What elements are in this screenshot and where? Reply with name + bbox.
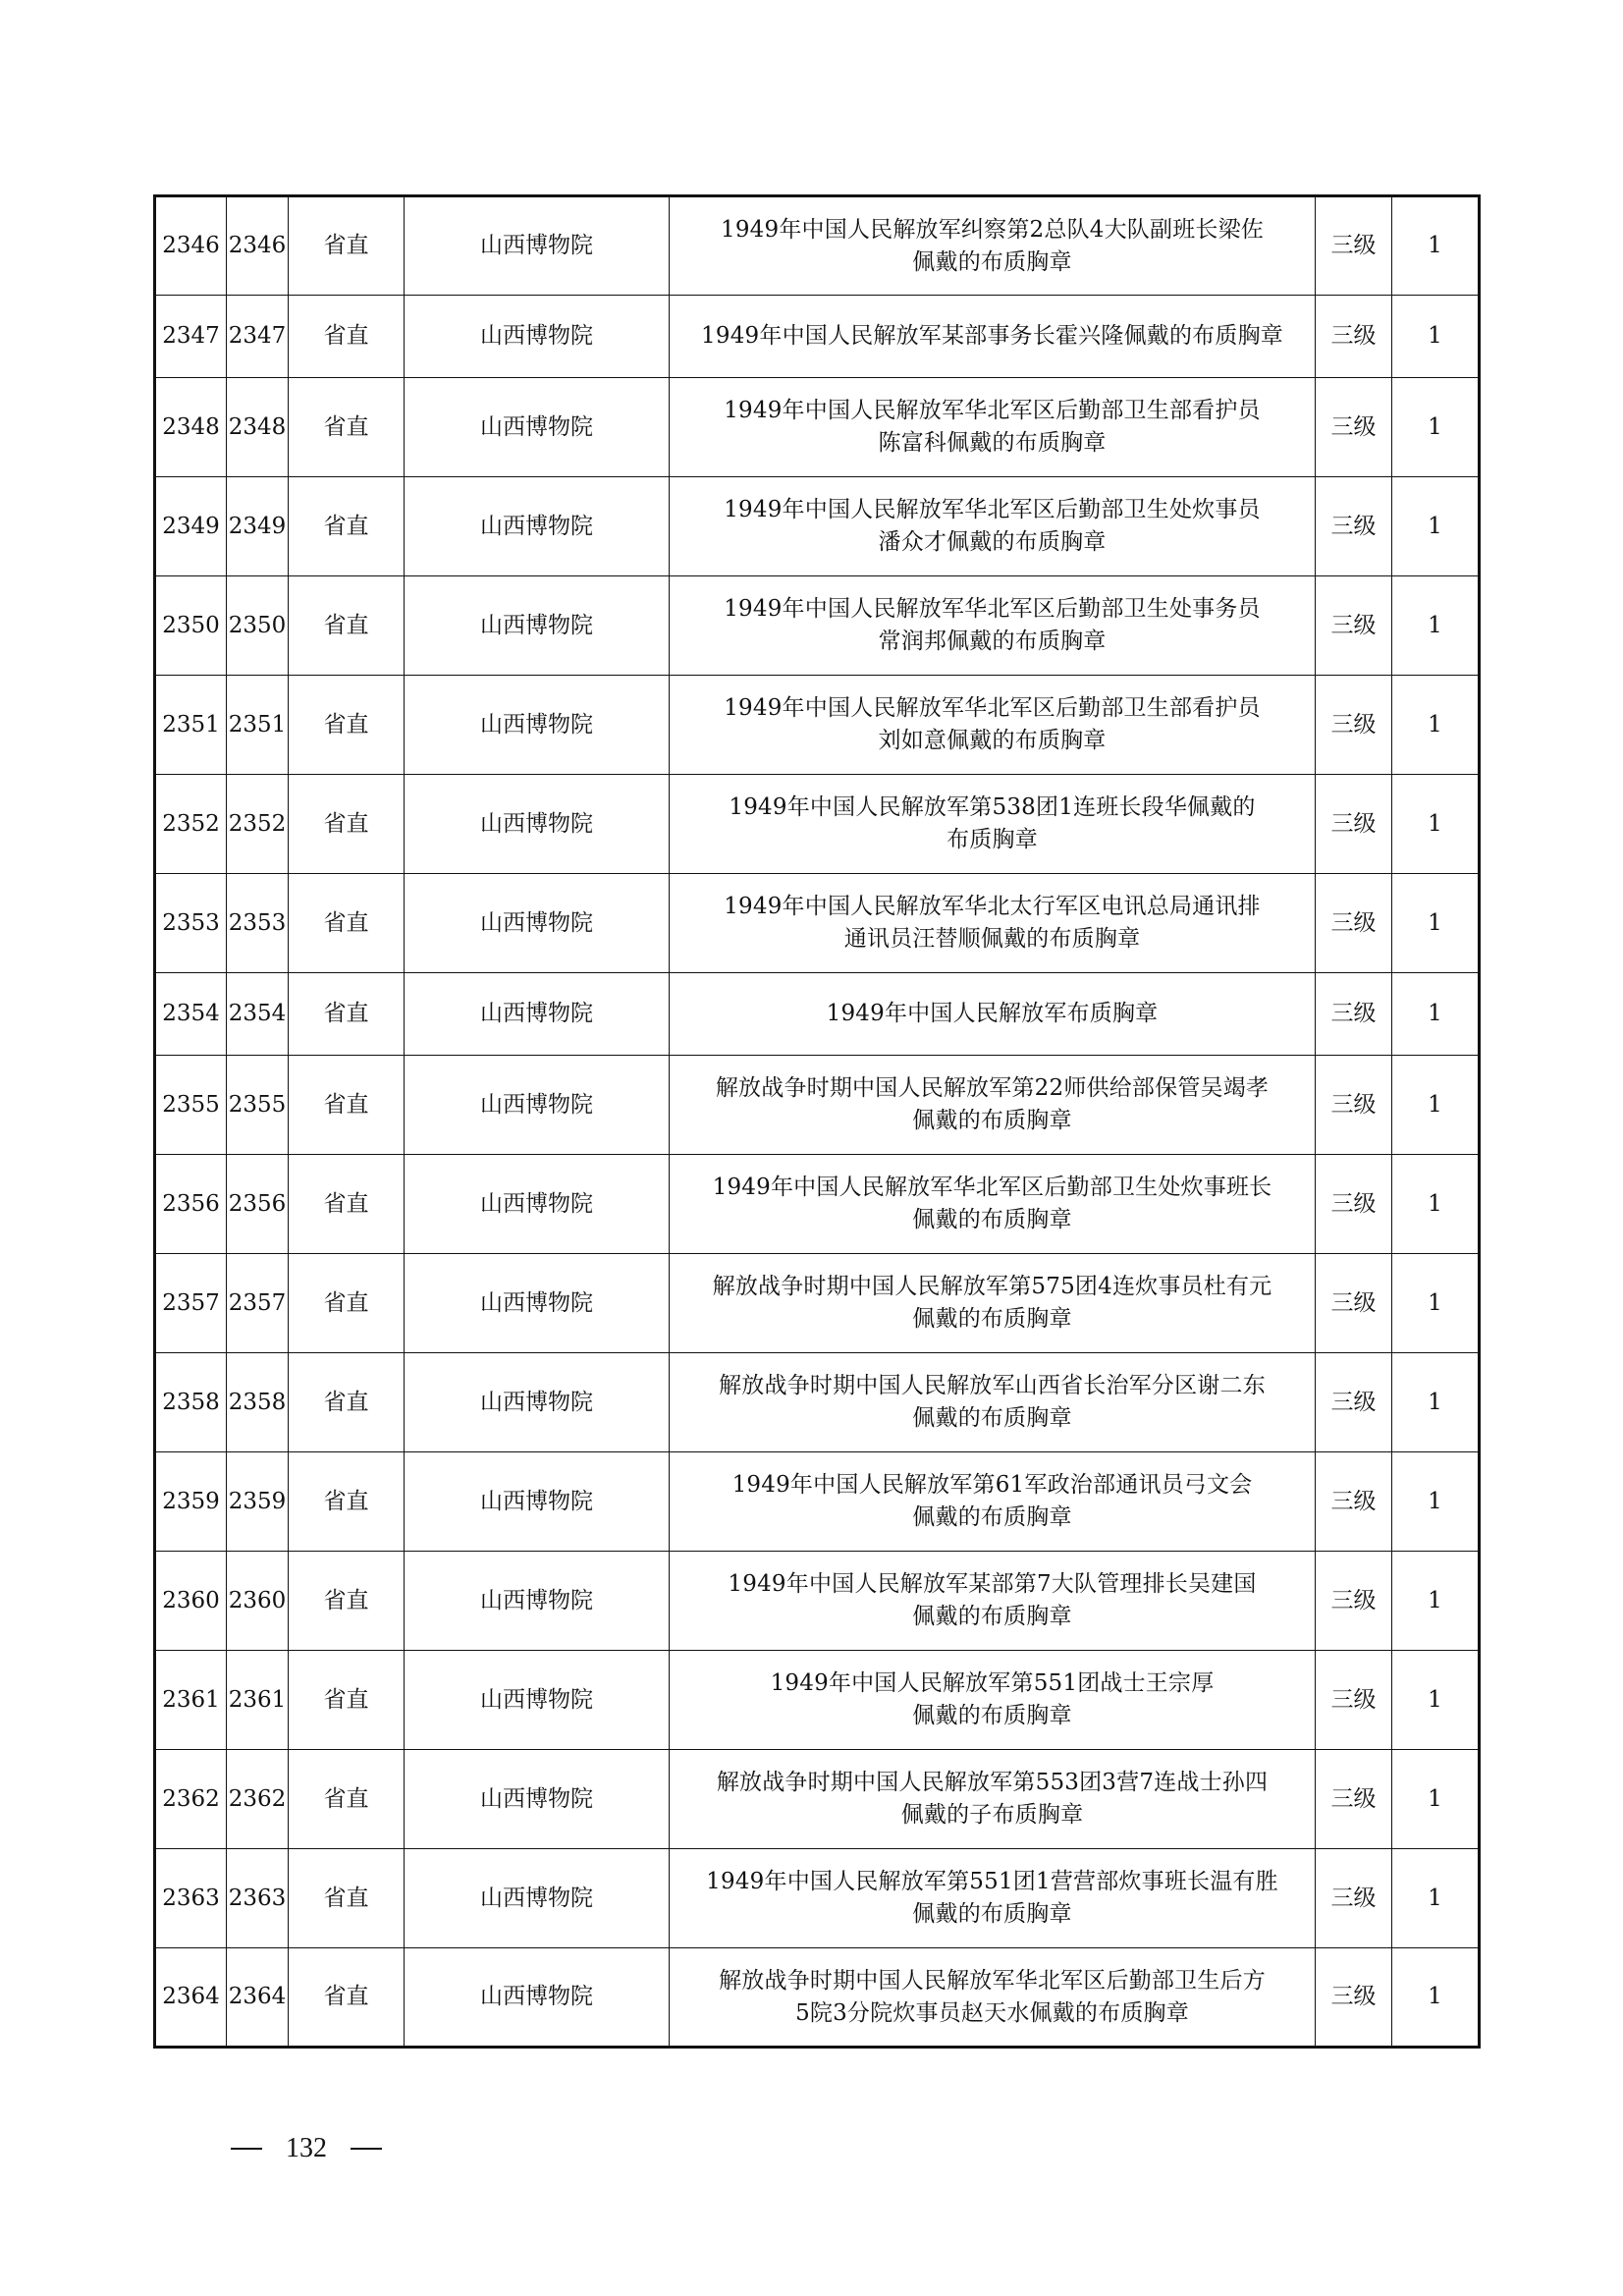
cell-region: 省直 — [289, 296, 405, 378]
cell-seq: 2362 — [155, 1750, 227, 1849]
description-line: 1949年中国人民解放军第551团1营营部炊事班长温有胜 — [706, 1869, 1278, 1894]
cell-level: 三级 — [1316, 296, 1392, 378]
cell-quantity: 1 — [1392, 1353, 1480, 1452]
table-row — [155, 1948, 1480, 2048]
cell-level: 三级 — [1316, 874, 1392, 973]
cell-region: 省直 — [289, 1353, 405, 1452]
cell-unit: 山西博物院 — [405, 1353, 670, 1452]
cell-level: 三级 — [1316, 1552, 1392, 1651]
cell-seq: 2364 — [155, 1948, 227, 2048]
cell-description — [670, 775, 1316, 874]
table-row — [155, 576, 1480, 676]
description-line: 佩戴的布质胸章 — [912, 248, 1072, 275]
cell-unit: 山西博物院 — [405, 1552, 670, 1651]
cell-number: 2346 — [227, 196, 289, 296]
cell-level: 三级 — [1316, 1750, 1392, 1849]
cell-level: 三级 — [1316, 1651, 1392, 1750]
cell-unit: 山西博物院 — [405, 196, 670, 296]
table-row — [155, 1452, 1480, 1552]
footer-dash-left — [231, 2148, 262, 2150]
cell-region: 省直 — [289, 1651, 405, 1750]
description-line: 陈富科佩戴的布质胸章 — [878, 430, 1107, 456]
cell-quantity: 1 — [1392, 676, 1480, 775]
cell-unit: 山西博物院 — [405, 1452, 670, 1552]
cell-number: 2359 — [227, 1452, 289, 1552]
cell-region: 省直 — [289, 1056, 405, 1155]
description-line: 佩戴的布质胸章 — [912, 1207, 1072, 1232]
table-row — [155, 676, 1480, 775]
description-line: 1949年中国人民解放军第551团战士王宗厚 — [770, 1670, 1215, 1696]
cell-number: 2350 — [227, 576, 289, 676]
cell-quantity: 1 — [1392, 1452, 1480, 1552]
cell-quantity: 1 — [1392, 296, 1480, 378]
cell-unit: 山西博物院 — [405, 775, 670, 874]
table-row — [155, 477, 1480, 576]
description-line: 佩戴的布质胸章 — [912, 1306, 1072, 1332]
cell-quantity: 1 — [1392, 1552, 1480, 1651]
description-line: 布质胸章 — [947, 827, 1038, 852]
cell-quantity: 1 — [1392, 1849, 1480, 1948]
cell-number: 2351 — [227, 676, 289, 775]
table-row — [155, 1651, 1480, 1750]
cell-description — [670, 477, 1316, 576]
cell-seq: 2361 — [155, 1651, 227, 1750]
cell-level: 三级 — [1316, 378, 1392, 477]
cell-seq: 2350 — [155, 576, 227, 676]
cell-description — [670, 1254, 1316, 1353]
cell-seq: 2349 — [155, 477, 227, 576]
table-row — [155, 874, 1480, 973]
cell-seq: 2348 — [155, 378, 227, 477]
cell-unit: 山西博物院 — [405, 973, 670, 1056]
table-row — [155, 1849, 1480, 1948]
cell-quantity: 1 — [1392, 1948, 1480, 2048]
cell-region: 省直 — [289, 1254, 405, 1353]
table-row — [155, 1155, 1480, 1254]
cell-region: 省直 — [289, 775, 405, 874]
cell-unit: 山西博物院 — [405, 296, 670, 378]
description-line: 通讯员汪替顺佩戴的布质胸章 — [843, 926, 1141, 952]
cell-number: 2363 — [227, 1849, 289, 1948]
cell-quantity: 1 — [1392, 775, 1480, 874]
cell-unit: 山西博物院 — [405, 477, 670, 576]
cell-number: 2348 — [227, 378, 289, 477]
description-line: 1949年中国人民解放军某部第7大队管理排长吴建国 — [728, 1571, 1257, 1597]
description-line: 佩戴的布质胸章 — [912, 1604, 1072, 1629]
description-line: 解放战争时期中国人民解放军第22师供给部保管吴竭孝 — [715, 1075, 1270, 1101]
cell-number: 2353 — [227, 874, 289, 973]
cell-description — [670, 196, 1316, 296]
description-line: 潘众才佩戴的布质胸章 — [878, 529, 1107, 555]
cell-description — [670, 1750, 1316, 1849]
cell-level: 三级 — [1316, 1353, 1392, 1452]
cell-seq: 2360 — [155, 1552, 227, 1651]
description-line: 1949年中国人民解放军某部事务长霍兴隆佩戴的布质胸章 — [701, 323, 1283, 349]
cell-unit: 山西博物院 — [405, 378, 670, 477]
cell-unit: 山西博物院 — [405, 1948, 670, 2048]
cell-seq: 2359 — [155, 1452, 227, 1552]
cell-quantity: 1 — [1392, 1651, 1480, 1750]
description-line: 解放战争时期中国人民解放军第553团3营7连战士孙四 — [716, 1770, 1269, 1795]
cell-number: 2358 — [227, 1353, 289, 1452]
cell-number: 2360 — [227, 1552, 289, 1651]
cell-seq: 2353 — [155, 874, 227, 973]
cell-number: 2354 — [227, 973, 289, 1056]
cell-seq: 2351 — [155, 676, 227, 775]
cell-region: 省直 — [289, 973, 405, 1056]
cell-level: 三级 — [1316, 1056, 1392, 1155]
table-row — [155, 196, 1480, 296]
description-line: 常润邦佩戴的布质胸章 — [878, 629, 1107, 654]
cell-region: 省直 — [289, 1849, 405, 1948]
cell-unit: 山西博物院 — [405, 676, 670, 775]
cell-region: 省直 — [289, 1552, 405, 1651]
description-line: 刘如意佩戴的布质胸章 — [878, 728, 1107, 753]
cell-unit: 山西博物院 — [405, 1750, 670, 1849]
cell-seq: 2358 — [155, 1353, 227, 1452]
description-line: 解放战争时期中国人民解放军山西省长治军分区谢二东 — [719, 1373, 1266, 1398]
description-line: 1949年中国人民解放军纠察第2总队4大队副班长梁佐 — [721, 216, 1264, 243]
table-row — [155, 1056, 1480, 1155]
cell-unit: 山西博物院 — [405, 1056, 670, 1155]
cell-description — [670, 296, 1316, 378]
cell-region: 省直 — [289, 1948, 405, 2048]
cell-quantity: 1 — [1392, 1750, 1480, 1849]
description-line: 1949年中国人民解放军布质胸章 — [826, 1001, 1159, 1026]
cell-quantity: 1 — [1392, 196, 1480, 296]
cell-level: 三级 — [1316, 676, 1392, 775]
description-line: 佩戴的子布质胸章 — [900, 1802, 1084, 1828]
cell-description — [670, 1552, 1316, 1651]
cell-number: 2352 — [227, 775, 289, 874]
cell-region: 省直 — [289, 676, 405, 775]
cell-level: 三级 — [1316, 477, 1392, 576]
cell-number: 2347 — [227, 296, 289, 378]
cell-number: 2356 — [227, 1155, 289, 1254]
page-number: 132 — [286, 2133, 327, 2163]
cell-description — [670, 1948, 1316, 2048]
cell-description — [670, 973, 1316, 1056]
cell-seq: 2352 — [155, 775, 227, 874]
cell-quantity: 1 — [1392, 576, 1480, 676]
cell-description — [670, 1056, 1316, 1155]
cell-number: 2349 — [227, 477, 289, 576]
cell-region: 省直 — [289, 1155, 405, 1254]
cell-description — [670, 676, 1316, 775]
table-row — [155, 378, 1480, 477]
cell-level: 三级 — [1316, 1254, 1392, 1353]
description-line: 佩戴的布质胸章 — [912, 1108, 1072, 1133]
cell-level: 三级 — [1316, 973, 1392, 1056]
cell-description — [670, 576, 1316, 676]
cell-number: 2362 — [227, 1750, 289, 1849]
table-body — [155, 196, 1480, 2048]
cell-unit: 山西博物院 — [405, 1849, 670, 1948]
cell-unit: 山西博物院 — [405, 1254, 670, 1353]
description-line: 1949年中国人民解放军华北军区后勤部卫生部看护员 — [724, 398, 1261, 423]
cell-description — [670, 1155, 1316, 1254]
table-row — [155, 775, 1480, 874]
cell-seq: 2357 — [155, 1254, 227, 1353]
cell-level: 三级 — [1316, 576, 1392, 676]
cell-description — [670, 1849, 1316, 1948]
artifact-table — [153, 194, 1481, 2049]
cell-quantity: 1 — [1392, 1155, 1480, 1254]
description-line: 佩戴的布质胸章 — [912, 1504, 1072, 1530]
description-line: 5院3分院炊事员赵天水佩戴的布质胸章 — [795, 1999, 1189, 2026]
table-row — [155, 973, 1480, 1056]
description-line: 解放战争时期中国人民解放军华北军区后勤部卫生后方 — [719, 1967, 1266, 1994]
cell-description — [670, 1452, 1316, 1552]
cell-number: 2355 — [227, 1056, 289, 1155]
cell-level: 三级 — [1316, 1849, 1392, 1948]
cell-seq: 2347 — [155, 296, 227, 378]
description-line: 1949年中国人民解放军华北太行军区电讯总局通讯排 — [724, 894, 1261, 919]
description-line: 1949年中国人民解放军华北军区后勤部卫生处炊事班长 — [712, 1175, 1272, 1200]
table-row — [155, 296, 1480, 378]
description-line: 佩戴的布质胸章 — [912, 1703, 1072, 1728]
cell-quantity: 1 — [1392, 1254, 1480, 1353]
cell-description — [670, 1353, 1316, 1452]
cell-level: 三级 — [1316, 196, 1392, 296]
cell-seq: 2363 — [155, 1849, 227, 1948]
cell-unit: 山西博物院 — [405, 1155, 670, 1254]
description-line: 1949年中国人民解放军华北军区后勤部卫生处炊事员 — [724, 497, 1261, 522]
cell-number: 2357 — [227, 1254, 289, 1353]
footer-dash-right — [351, 2148, 382, 2150]
cell-seq: 2346 — [155, 196, 227, 296]
table-row — [155, 1750, 1480, 1849]
description-line: 1949年中国人民解放军华北军区后勤部卫生部看护员 — [724, 695, 1261, 721]
cell-level: 三级 — [1316, 1452, 1392, 1552]
cell-quantity: 1 — [1392, 973, 1480, 1056]
cell-unit: 山西博物院 — [405, 1651, 670, 1750]
cell-seq: 2356 — [155, 1155, 227, 1254]
cell-region: 省直 — [289, 1452, 405, 1552]
table-row — [155, 1552, 1480, 1651]
cell-description — [670, 874, 1316, 973]
cell-region: 省直 — [289, 576, 405, 676]
description-line: 解放战争时期中国人民解放军第575团4连炊事员杜有元 — [712, 1274, 1272, 1299]
cell-region: 省直 — [289, 196, 405, 296]
cell-quantity: 1 — [1392, 477, 1480, 576]
cell-region: 省直 — [289, 874, 405, 973]
table-row — [155, 1254, 1480, 1353]
description-line: 1949年中国人民解放军第61军政治部通讯员弓文会 — [731, 1472, 1253, 1498]
table-row — [155, 1353, 1480, 1452]
cell-number: 2364 — [227, 1948, 289, 2048]
cell-level: 三级 — [1316, 1948, 1392, 2048]
cell-unit: 山西博物院 — [405, 874, 670, 973]
cell-unit: 山西博物院 — [405, 576, 670, 676]
cell-seq: 2355 — [155, 1056, 227, 1155]
cell-number: 2361 — [227, 1651, 289, 1750]
cell-region: 省直 — [289, 1750, 405, 1849]
cell-level: 三级 — [1316, 775, 1392, 874]
description-line: 佩戴的布质胸章 — [912, 1901, 1072, 1927]
description-line: 1949年中国人民解放军第538团1连班长段华佩戴的 — [729, 794, 1256, 820]
description-line: 1949年中国人民解放军华北军区后勤部卫生处事务员 — [724, 596, 1261, 622]
page-footer — [231, 2133, 382, 2164]
cell-region: 省直 — [289, 477, 405, 576]
cell-region: 省直 — [289, 378, 405, 477]
cell-description — [670, 378, 1316, 477]
cell-quantity: 1 — [1392, 378, 1480, 477]
cell-level: 三级 — [1316, 1155, 1392, 1254]
cell-description — [670, 1651, 1316, 1750]
cell-quantity: 1 — [1392, 1056, 1480, 1155]
description-line: 佩戴的布质胸章 — [912, 1405, 1072, 1431]
cell-quantity: 1 — [1392, 874, 1480, 973]
cell-seq: 2354 — [155, 973, 227, 1056]
